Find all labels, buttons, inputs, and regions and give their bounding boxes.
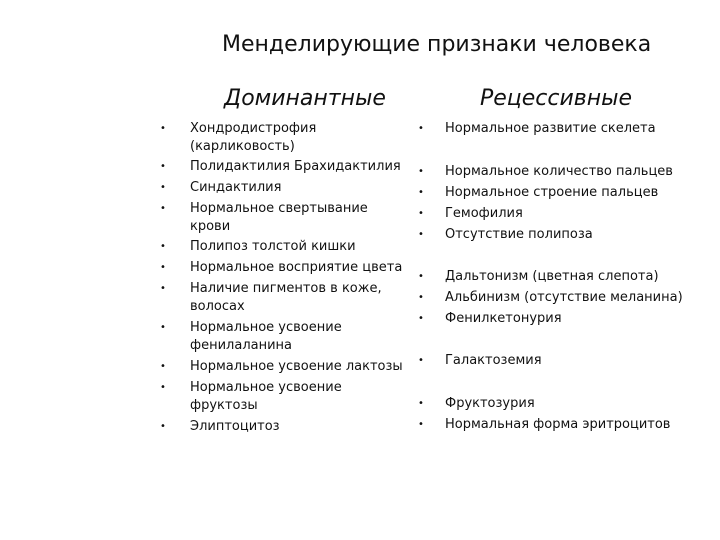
list-item-text: Нормальное усвоение [190,380,342,395]
list-item-text: Нормальное свертывание [190,201,368,216]
list-item: Нормальное строение пальцев [445,185,659,200]
bullet-icon [418,268,424,286]
list-item: Отсутствие полипоза [445,227,593,242]
bullet-icon [418,352,424,370]
list-item-text: Полипоз толстой кишки [190,239,356,254]
bullet-icon [418,310,424,328]
bullet-icon [160,418,166,436]
bullet-icon [160,319,166,337]
list-item [190,179,281,197]
list-item-text: (карликовость) [190,139,295,154]
list-item: Гемофилия [445,206,523,221]
list-item-text: крови [190,219,231,234]
list-item [190,158,401,176]
list-item [190,259,402,277]
list-item: Дальтонизм (цветная слепота) [445,269,659,284]
bullet-icon [418,120,424,138]
list-item-text: Хондродистрофия [190,121,317,136]
dominant-header: Доминантные [224,86,386,111]
bullet-icon [418,289,424,307]
list-item: Фенилкетонурия [445,311,562,326]
list-item [190,200,368,236]
bullet-icon [160,120,166,138]
list-item-text: фенилаланина [190,338,293,353]
bullet-icon [418,416,424,434]
list-item-text: Полидактилия Брахидактилия [190,159,401,174]
list-item [190,379,342,415]
bullet-icon [160,200,166,218]
list-item-text: Нормальное усвоение [190,320,342,335]
bullet-icon [160,280,166,298]
bullet-icon [160,179,166,197]
list-item [190,120,316,156]
list-item [190,238,356,256]
list-item-text: фруктозы [190,398,258,413]
bullet-icon [418,163,424,181]
list-item: Фруктозурия [445,396,535,411]
list-item: Нормальное количество пальцев [445,164,673,179]
list-item-text: Наличие пигментов в коже, [190,281,382,296]
list-item: Альбинизм (отсутствие меланина) [445,290,683,305]
list-item [190,319,342,355]
bullet-icon [160,259,166,277]
list-item-text: Нормальное усвоение лактозы [190,359,403,374]
recessive-header: Рецессивные [480,86,633,111]
list-item: Галактоземия [445,353,542,368]
list-item [190,418,280,436]
list-item: Нормальная форма эритроцитов [445,417,671,432]
list-item [190,358,403,376]
bullet-icon [418,205,424,223]
page-title: Менделирующие признаки человека [222,32,652,57]
list-item-text: волосах [190,299,245,314]
list-item-text: Синдактилия [190,180,282,195]
bullet-icon [160,358,166,376]
bullet-icon [418,184,424,202]
list-item: Нормальное развитие скелета [445,121,656,136]
bullet-icon [160,379,166,397]
list-item-text: Элиптоцитоз [190,419,280,434]
list-item-text: Нормальное восприятие цвета [190,260,403,275]
bullet-icon [160,238,166,256]
bullet-icon [418,395,424,413]
bullet-icon [418,226,424,244]
bullet-icon [160,158,166,176]
list-item [190,280,382,316]
